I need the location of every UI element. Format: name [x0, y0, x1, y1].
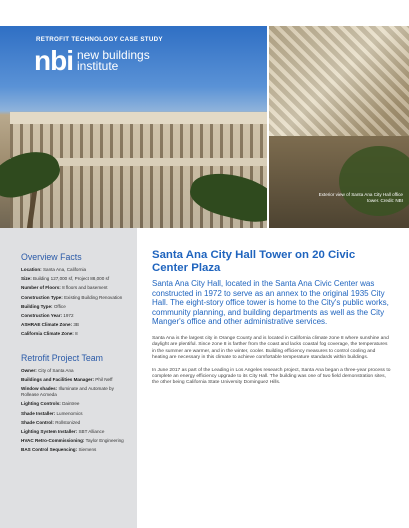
team-heading: Retrofit Project Team: [21, 352, 103, 363]
case-study-label: RETROFIT TECHNOLOGY CASE STUDY: [36, 36, 163, 43]
fact-label: ASHRAE Climate Zone:: [21, 322, 73, 328]
fact-label: Number of Floors:: [21, 285, 61, 291]
fact-value: Taylor Engineering: [85, 438, 124, 444]
fact-value: 8: [75, 331, 78, 337]
fact-value: Lumenomics: [56, 410, 83, 416]
lede-paragraph: Santa Ana City Hall, located in the Santa Ana Civic Center was constructed in 1972 to serve as an annex to the original 1935 City Hall. The eight-story office tower is home to the City's public works, community planning, and building departments as well as the City Manger's office and other administrative services.: [152, 279, 389, 327]
body-paragraph: Santa Ana is the largest city in Orange County and is located in California climate zone 8 where sunshine and daylight are plentiful. Since zone 8 is farther from the coast and lacks coastal fog coverage, the temperatures in the summer are warmer, and in the winter, cooler. Building efficiency measures to control cooling and heating are necessary in this climate to achieve comfortable temperature standards within buildings.: [152, 335, 389, 361]
fact-line: [21, 377, 125, 383]
fact-label: Owner:: [21, 367, 37, 373]
overview-heading: Overview Facts: [21, 252, 82, 262]
fact-label: Construction Year:: [21, 313, 63, 319]
facade-band: [10, 112, 267, 124]
fact-value: Illuminate and Automate by Rollease Acmeda: [21, 386, 114, 398]
fact-value: Building 127,000 sf, Project 88,000 sf: [33, 276, 110, 282]
fact-label: Building Type:: [21, 303, 53, 309]
fact-line: [21, 285, 125, 291]
fact-line: [21, 331, 125, 337]
fact-label: BAS Control Sequencing:: [21, 447, 78, 453]
fact-line: [21, 401, 125, 407]
fact-line: [21, 447, 125, 453]
sidebar: [0, 228, 137, 528]
fact-label: Lighting Controls:: [21, 401, 61, 407]
fact-label: Construction Type:: [21, 294, 63, 300]
fact-label: Window shades:: [21, 386, 58, 392]
fact-label: Location:: [21, 267, 42, 272]
body-paragraph: In June 2017 as part of the Leading in Los Angeles research project, Santa Ana began a three-year process to complete an energy efficiency upgrade to its City Hall. The building was one of two field demonstration sites, the other being California State University Dominguez Hills.: [152, 367, 391, 386]
fact-value: 8 floors and basement: [62, 285, 108, 291]
photo-caption: Exterior view of Santa Ana City Hall office tower. Credit: NBI: [318, 192, 403, 203]
logo-wordmark: [77, 50, 150, 72]
fact-line: [21, 420, 125, 426]
fact-line: [21, 267, 125, 273]
fact-value: Rollstonized: [55, 419, 81, 425]
logo-line-1: new buildings: [77, 48, 150, 62]
logo-mark: nbi: [34, 45, 73, 76]
logo-line-2: institute: [77, 59, 119, 73]
fact-label: HVAC Retro-Commissioning:: [21, 438, 85, 444]
fact-value: Existing Building Renovation: [64, 294, 123, 300]
fact-label: California Climate Zone:: [21, 331, 74, 337]
page-title: Santa Ana City Hall Tower on 20 Civic Center Plaza: [152, 249, 356, 274]
fact-line: [21, 411, 125, 417]
nbi-logo: [34, 45, 150, 76]
fact-value: 3B: [73, 322, 79, 328]
fact-value: 1972: [63, 313, 74, 319]
fact-line: [21, 313, 125, 319]
fact-value: Daintree: [62, 401, 80, 407]
fact-value: City of Santa Ana: [38, 367, 74, 373]
fact-value: Santa Ana, California: [42, 267, 87, 272]
fact-label: Lighting System Installer:: [21, 429, 78, 435]
fact-value: Phil Neff: [95, 376, 113, 382]
fact-line: [21, 295, 125, 301]
fact-label: Size:: [21, 276, 32, 282]
main-content: [152, 249, 392, 393]
fact-line: [21, 276, 125, 282]
overview-facts: [21, 267, 137, 338]
fact-label: Shade Control:: [21, 419, 54, 425]
fact-line: [21, 322, 125, 328]
fact-value: Office: [53, 303, 66, 309]
palm-foliage: [339, 146, 409, 216]
project-team: [21, 368, 137, 454]
fact-line: [21, 438, 125, 444]
fact-line: [21, 368, 125, 374]
fact-value: SBT Alliance: [78, 429, 105, 435]
fact-label: Buildings and Facilities Manager:: [21, 376, 95, 382]
fact-value: Siemens: [78, 447, 97, 453]
fact-line: [21, 429, 125, 435]
relief-panel: [269, 26, 409, 136]
fact-line: [21, 386, 125, 398]
fact-line: [21, 304, 125, 310]
fact-label: Shade Installer:: [21, 410, 56, 416]
